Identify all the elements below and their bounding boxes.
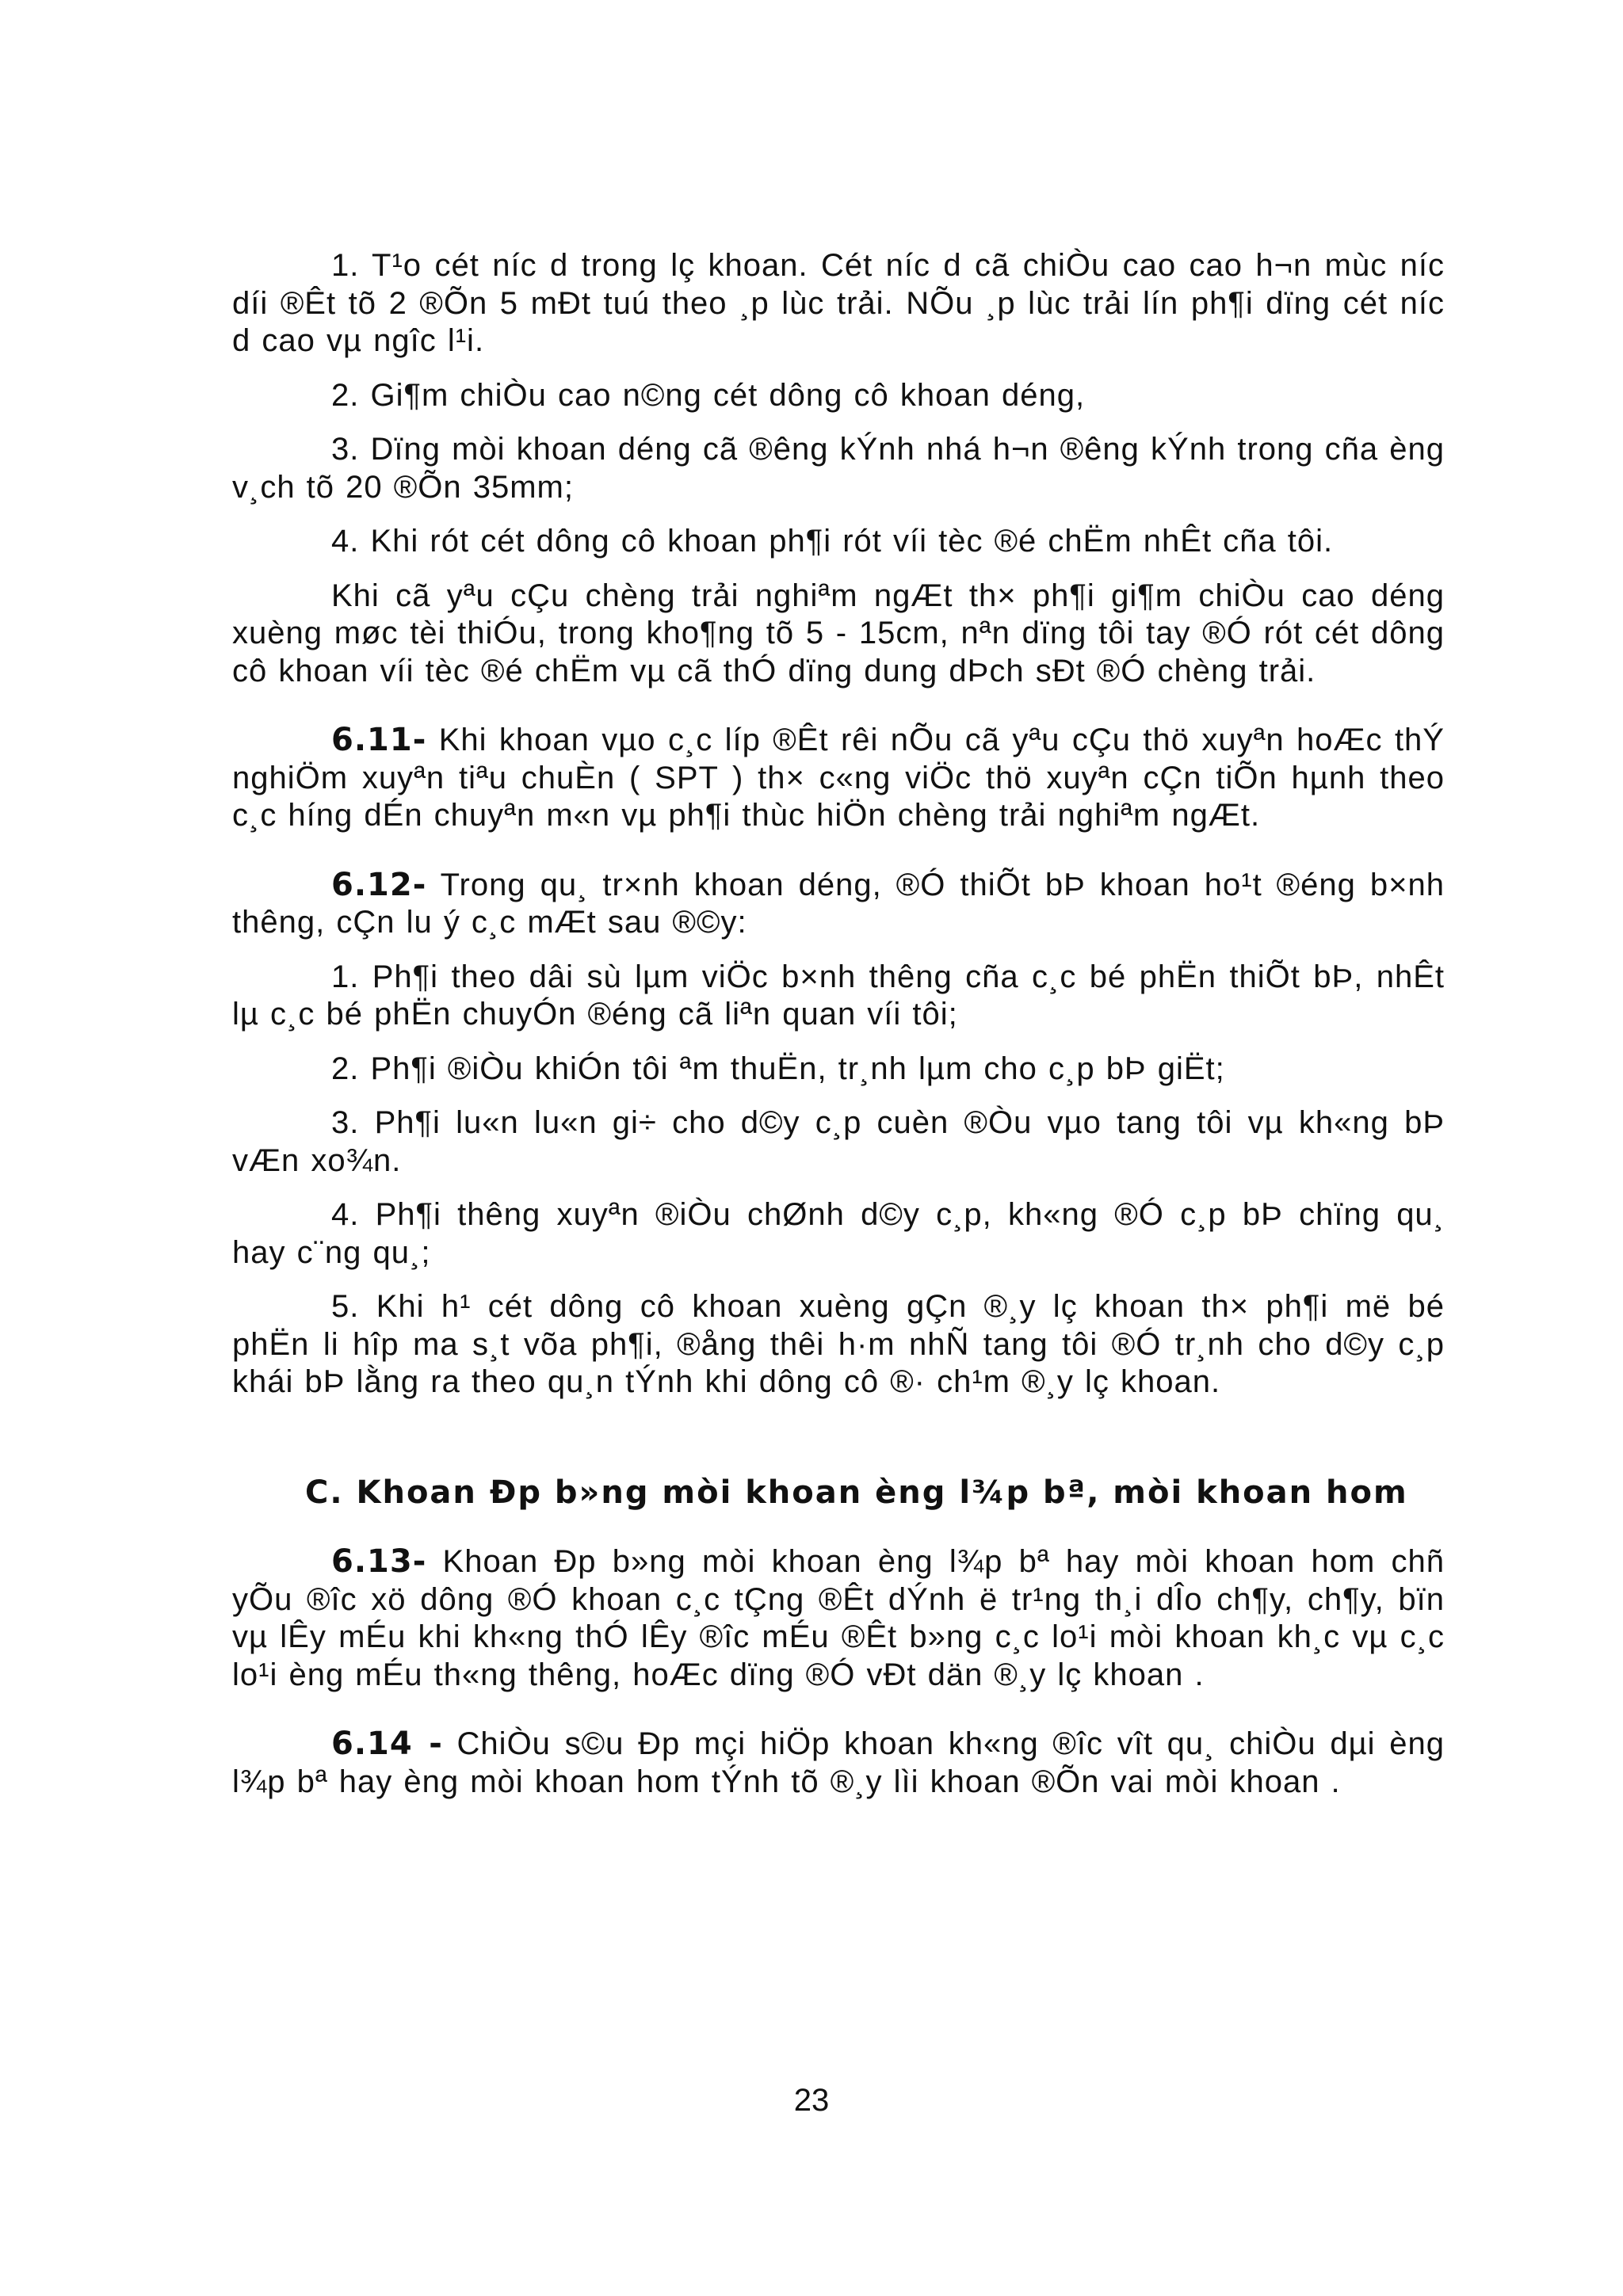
paragraph-6-10-item-1: 1. T¹o cét níc d trong lç khoan. Cét níc d cã chiÒu cao cao h¬n mùc níc díi ®Êt tõ 2 ®Õn 5 mÐt tuú theo ¸p lùc trải. NÕu ¸p lùc trải lín ph¶i dïng cét níc d cao vµ ngîc l¹i. (232, 248, 1445, 358)
clause-label-6-14: 6.14 - (331, 1726, 443, 1762)
section-c-heading: C. Khoan Ðp b»ng mòi khoan èng l¾p bª, mòi khoan hom (305, 1474, 1408, 1511)
paragraph-6-12 (232, 867, 1445, 942)
paragraph-6-12-item-5: 5. Khi h¹ cét dông cô khoan xuèng gÇn ®¸y lç khoan th× ph¶i më bé phËn li hîp ma s¸t võa ph¶i, ®ång thêi h·m nhÑ tang tôi ®Ó tr¸nh cho d©y c¸p khái bÞ lằng ra theo qu¸n tÝnh khi dông cô ®· ch¹m ®¸y lç khoan. (232, 1289, 1445, 1399)
page-body (232, 247, 1445, 1801)
clause-text-6-11: Khi khoan vµo c¸c líp ®Êt rêi nÕu cã yªu cÇu thö xuyªn hoÆc thÝ nghiÖm xuyªn tiªu chuÈn ( SPT ) th× c«ng viÖc thö xuyªn cÇn tiÕn hµnh theo c¸c híng dÉn chuyªn m«n vµ ph¶i thùc hiÖn chèng trải nghiªm ngÆt. (232, 723, 1445, 833)
paragraph-6-13 (232, 1543, 1445, 1694)
paragraph-6-12-item-2: 2. Ph¶i ®iÒu khiÓn tôi ªm thuËn, tr¸nh lµm cho c¸p bÞ giËt; (331, 1051, 1225, 1086)
clause-text-6-14: ChiÒu s©u Ðp mçi hiÖp khoan kh«ng ®îc vît qu¸ chiÒu dµi èng l¾p bª hay èng mòi khoan hom tÝnh tõ ®¸y lìi khoan ®Õn vai mòi khoan . (232, 1726, 1445, 1799)
paragraph-6-14 (232, 1726, 1445, 1801)
clause-text-6-12: Trong qu¸ tr×nh khoan déng, ®Ó thiÕt bÞ khoan ho¹t ®éng b×nh thêng, cÇn lu ý c¸c mÆt sau ®©y: (232, 867, 1445, 940)
paragraph-6-11 (232, 722, 1445, 835)
page-number: 23 (793, 2083, 830, 2118)
paragraph-6-10-item-4: 4. Khi rót cét dông cô khoan ph¶i rót víi tèc ®é chËm nhÊt cña tôi. (331, 524, 1334, 559)
paragraph-6-12-item-3: 3. Ph¶i lu«n lu«n gi÷ cho d©y c¸p cuèn ®Òu vµo tang tôi vµ kh«ng bÞ vÆn xo¾n. (232, 1105, 1445, 1178)
clause-label-6-12: 6.12- (331, 866, 427, 903)
paragraph-6-12-item-4: 4. Ph¶i thêng xuyªn ®iÒu chØnh d©y c¸p, kh«ng ®Ó c¸p bÞ chïng qu¸ hay c¨ng qu¸; (232, 1197, 1445, 1270)
clause-label-6-11: 6.11- (331, 722, 427, 758)
clause-text-6-13: Khoan Ðp b»ng mòi khoan èng l¾p bª hay mòi khoan hom chñ yÕu ®îc xö dông ®Ó khoan c¸c tÇng ®Êt dÝnh ë tr¹ng th¸i dÎo ch¶y, ch¶y, bïn vµ lÊy mÉu khi kh«ng thÓ lÊy ®îc mÉu ®Êt b»ng c¸c lo¹i mòi khoan kh¸c vµ c¸c lo¹i èng mÉu th«ng thêng, hoÆc dïng ®Ó vÐt dän ®¸y lç khoan . (232, 1544, 1445, 1692)
paragraph-6-10-item-2: 2. Gi¶m chiÒu cao n©ng cét dông cô khoan déng, (331, 377, 1086, 413)
clause-label-6-13: 6.13- (331, 1543, 427, 1580)
paragraph-6-10-note: Khi cã yªu cÇu chèng trải nghiªm ngÆt th× ph¶i gi¶m chiÒu cao déng xuèng møc tèi thiÓu, trong kho¶ng tõ 5 - 15cm, nªn dïng tôi tay ®Ó rót cét dông cô khoan víi tèc ®é chËm vµ cã thÓ dïng dung dÞch sÐt ®Ó chèng trải. (232, 578, 1445, 688)
paragraph-6-10-item-3: 3. Dïng mòi khoan déng cã ®êng kÝnh nhá h¬n ®êng kÝnh trong cña èng v¸ch tõ 20 ®Õn 35mm; (232, 432, 1445, 505)
paragraph-6-12-item-1: 1. Ph¶i theo dâi sù lµm viÖc b×nh thêng cña c¸c bé phËn thiÕt bÞ, nhÊt lµ c¸c bé phËn chuyÓn ®éng cã liªn quan víi tôi; (232, 959, 1445, 1032)
